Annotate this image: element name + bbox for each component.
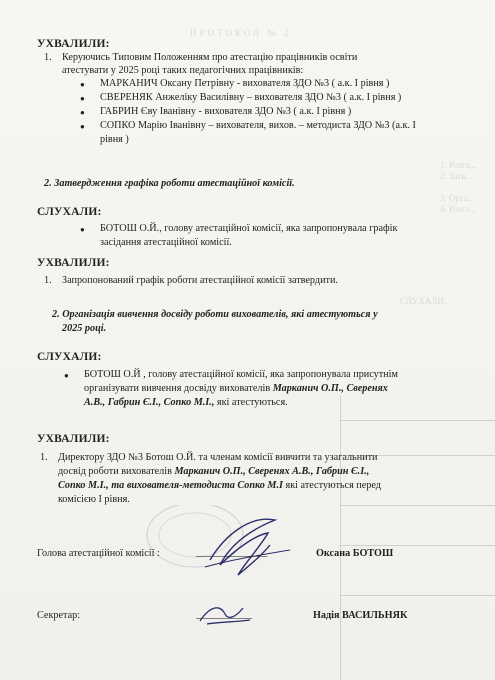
agenda-item: 2. Затвердження графіка роботи атестаційної комісії. xyxy=(44,178,295,189)
text-line: Запропонований графік роботи атестаційної комісії затвердити. xyxy=(62,275,338,286)
text-line: атестувати у 2025 році таких педагогічних працівників: xyxy=(62,65,304,76)
text-line: засідання атестаційної комісії. xyxy=(100,237,232,248)
bleed-line xyxy=(340,595,495,596)
bullet-icon: ● xyxy=(80,108,85,117)
text-line: досвід роботи вихователів Марканич О.П., Сверенях А.В., Габрин Є.І., xyxy=(58,466,370,477)
text-line: БОТОШ О.Й., голову атестаційної комісії, яка запропонувала графік xyxy=(100,223,398,234)
secretary-name: Надія ВАСИЛЬНЯК xyxy=(313,610,408,621)
section-heading: УХВАЛИЛИ: xyxy=(37,257,110,269)
item-number: 1. xyxy=(44,52,52,63)
bleed-through-text: ПРОТОКОЛ № 2 1. Розгл... 2. Затв... 3. Орга... 4. Розгл... СЛУХАЛИ: xyxy=(190,28,477,306)
text-line: Директору ЗДО №3 Ботош О.Й. та членам комісії вивчити та узагальнити xyxy=(58,452,378,463)
list-item: МАРКАНИЧ Оксану Петрівну - вихователя ЗДО №3 ( а.к. І рівня ) xyxy=(100,78,390,89)
item-number: 1. xyxy=(44,275,52,286)
list-item: СВЕРЕНЯК Анжеліку Василівну – вихователя ЗДО №3 ( а.к. І рівня ) xyxy=(100,92,402,103)
bleed-through-table xyxy=(340,395,495,680)
text-line: БОТОШ О.Й , голову атестаційної комісії, яка запропонувала присутнім xyxy=(84,369,398,380)
bleed-line xyxy=(340,545,495,546)
bullet-icon: ● xyxy=(80,225,85,234)
list-item: рівня ) xyxy=(100,134,129,145)
item-number: 1. xyxy=(40,452,48,463)
bullet-icon: ● xyxy=(80,94,85,103)
bullet-icon: ● xyxy=(80,80,85,89)
section-heading: СЛУХАЛИ: xyxy=(37,206,102,218)
bullet-icon: ● xyxy=(64,371,69,380)
text-line: А.В., Габрин Є.І., Сопко М.І., які атестуються. xyxy=(84,397,288,408)
signature-line: ___________ xyxy=(196,609,253,620)
list-item: ГАБРИН Єву Іванівну - вихователя ЗДО №3 ( а.к. І рівня ) xyxy=(100,106,352,117)
chair-name: Оксана БОТОШ xyxy=(316,548,394,559)
text-line: комісією І рівня. xyxy=(58,494,130,505)
secretary-label: Секретар: xyxy=(37,610,81,621)
section-heading: УХВАЛИЛИ: xyxy=(37,38,110,50)
agenda-item: 2025 році. xyxy=(62,323,107,334)
text-line: Керуючись Типовим Положенням про атестацію працівників освіти xyxy=(62,52,358,63)
signature-line: ______________ xyxy=(196,547,268,558)
agenda-item: 2. Організація вивчення досвіду роботи вихователів, які атестуються у xyxy=(52,309,378,320)
chair-label: Голова атестаційної комісії : xyxy=(37,548,160,559)
section-heading: СЛУХАЛИ: xyxy=(37,351,102,363)
bleed-line xyxy=(340,505,495,506)
text-line: Сопко М.І., та вихователя-методиста Сопко М.І які атестуються перед xyxy=(58,480,381,491)
bleed-line xyxy=(340,420,495,421)
section-heading: УХВАЛИЛИ: xyxy=(37,433,110,445)
bullet-icon: ● xyxy=(80,122,85,131)
list-item: СОПКО Марію Іванівну – вихователя, вихов. – методиста ЗДО №3 (а.к. І xyxy=(100,120,416,131)
text-line: організувати вивчення досвіду вихователів Марканич О.П., Сверенях xyxy=(84,383,388,394)
chair-signature-icon xyxy=(190,505,300,585)
